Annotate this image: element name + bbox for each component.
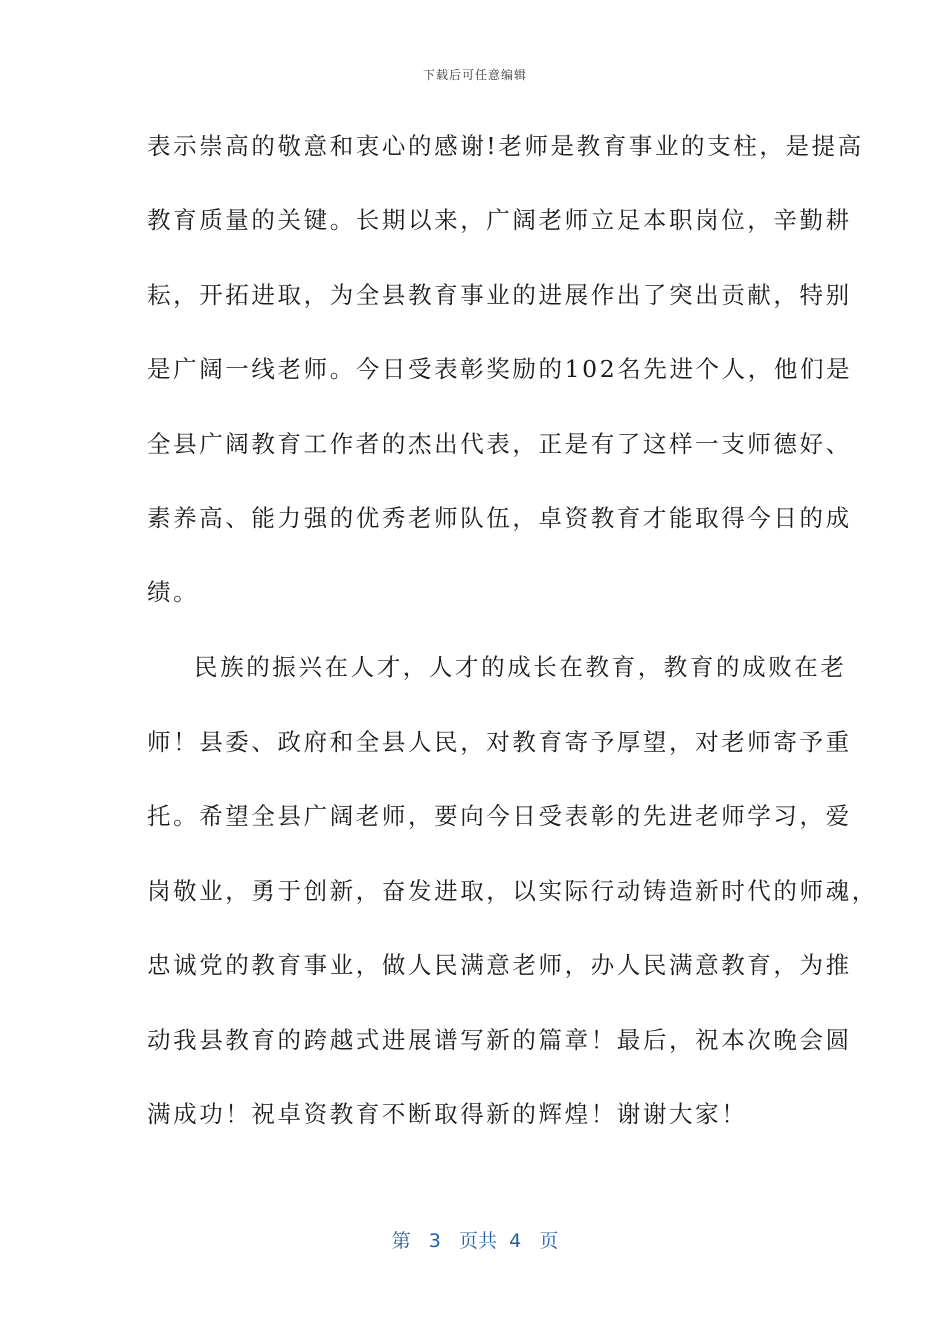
- total-pages-number: 4: [509, 1230, 522, 1252]
- paragraph-first-line: 民族的振兴在人才，人才的成长在教育，教育的成败在老: [194, 653, 847, 681]
- body-line: 全县广阔教育工作者的杰出代表，正是有了这样一支师德好、: [147, 430, 852, 458]
- body-line: 满成功！祝卓资教育不断取得新的辉煌！谢谢大家！: [147, 1100, 748, 1128]
- body-line: 绩。: [147, 578, 200, 606]
- body-line: 托。希望全县广阔老师，要向今日受表彰的先进老师学习，爱: [147, 802, 852, 830]
- footer-mid: 页共: [459, 1230, 498, 1252]
- footer-suffix: 页: [539, 1230, 559, 1252]
- body-line: 耘，开拓进取，为全县教育事业的进展作出了突出贡献，特别: [147, 281, 852, 309]
- body-line: 忠诚党的教育事业，做人民满意老师，办人民满意教育，为推: [147, 951, 852, 979]
- body-line: 素养高、能力强的优秀老师队伍，卓资教育才能取得今日的成: [147, 504, 852, 532]
- body-line: 岗敬业，勇于创新，奋发进取，以实际行动铸造新时代的师魂，: [147, 877, 878, 905]
- body-line: 教育质量的关键。长期以来，广阔老师立足本职岗位，辛勤耕: [147, 206, 852, 234]
- body-line: 动我县教育的跨越式进展谱写新的篇章！最后，祝本次晚会圆: [147, 1026, 852, 1054]
- body-line: 是广阔一线老师。今日受表彰奖励的102名先进个人，他们是: [147, 355, 853, 383]
- current-page-number: 3: [428, 1230, 441, 1252]
- body-line: 师！县委、政府和全县人民，对教育寄予厚望，对老师寄予重: [147, 728, 852, 756]
- page-footer: [0, 1226, 950, 1253]
- footer-prefix: 第: [391, 1230, 411, 1252]
- body-line: 表示崇高的敬意和衷心的感谢!老师是教育事业的支柱，是提高: [147, 132, 864, 160]
- header-note: 下载后可任意编辑: [422, 68, 527, 82]
